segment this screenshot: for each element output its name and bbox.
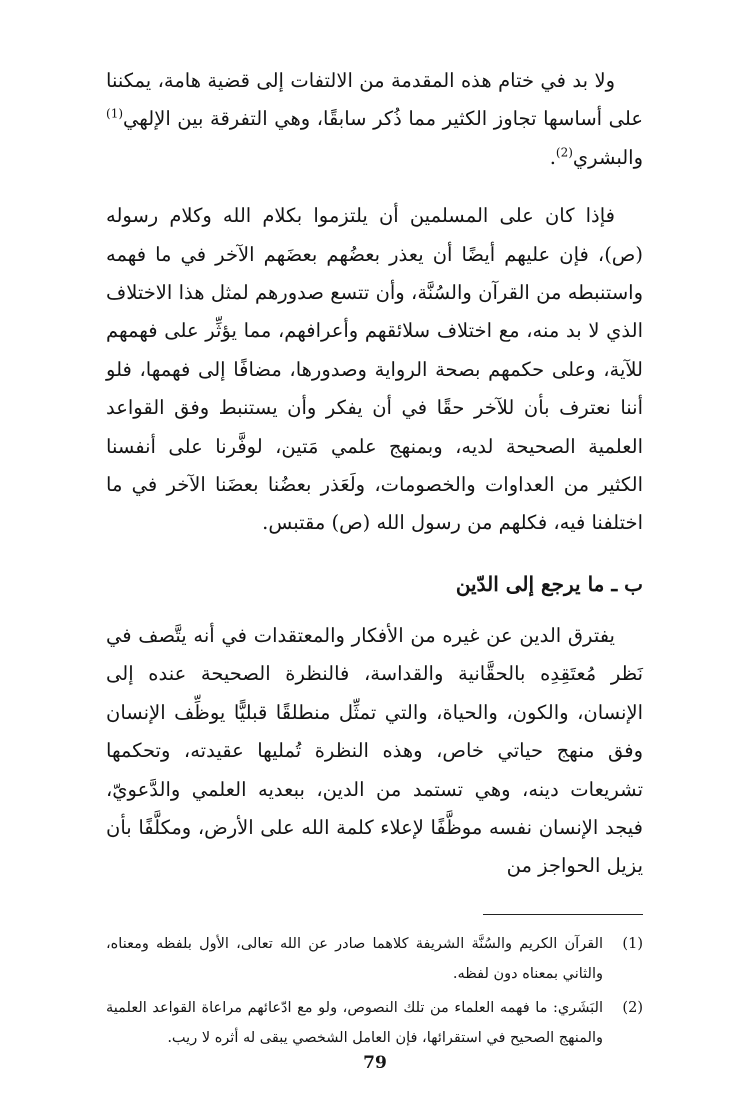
paragraph-tolerance (106, 197, 643, 543)
paragraph-intro-end: . (549, 145, 556, 169)
footnote-text: البَشَري: ما فهمه العلماء من تلك النصوص، ولو مع ادّعائهم مراعاة القواعد العلمية والمنهج الصحيح في استقرائها، فإن العامل الشخصي يبقى له أثره لا ريب. (106, 999, 603, 1046)
footnote-1 (106, 929, 643, 989)
paragraph-intro-mid: والبشري (572, 145, 643, 169)
paragraph-intro (106, 62, 643, 177)
page-content (106, 62, 643, 1057)
paragraph-religion (106, 617, 643, 886)
footnote-number: (2) (622, 999, 643, 1016)
footnote-text: القرآن الكريم والسُنَّة الشريفة كلاهما صادر عن الله تعالى، الأول بلفظه ومعناه، والثاني بمعناه دون لفظه. (106, 935, 603, 982)
section-heading: ب ـ ما يرجع إلى الدّين (455, 571, 643, 596)
footnote-ref-1[interactable]: (1) (106, 106, 124, 121)
footnote-2 (106, 993, 643, 1053)
footnote-divider (483, 914, 643, 915)
paragraph-intro-text: ولا بد في ختام هذه المقدمة من الالتفات إلى قضية هامة، يمكننا على أساسها تجاوز الكثير مما ذُكر سابقًا، وهي التفرقة بين الإلهي (106, 69, 643, 131)
footnote-ref-2[interactable]: (2) (555, 145, 573, 160)
paragraph-religion-text: يفترق الدين عن غيره من الأفكار والمعتقدات في أنه يتَّصف في نَظر مُعتَقِدِه بالحقَّانية والقداسة، فالنظرة الصحيحة عنده إلى الإنسان، والكون، والحياة، والتي تمثِّل منطلقًا قبليًّا يوظِّف الإنسان وفق منهج حياتي خاص، وهذه النظرة تُمليها عقيدته، وتحكمها تشريعات دينه، وهي تستمد من الدين، ببعديه العلمي والدَّعويّ، فيجد الإنسان نفسه موظَّفًا لإعلاء كلمة الله على الأرض، ومكلَّفًا بأن يزيل الحواجز من (106, 623, 643, 878)
page-number: 79 (363, 1053, 387, 1073)
paragraph-tolerance-text: فإذا كان على المسلمين أن يلتزموا بكلام الله وكلام رسوله (ص)، فإن عليهم أيضًا أن يعذر بعضُهم بعضَهم الآخر في ما فهمه واستنبطه من القرآن والسُنَّة، وأن تتسع صدورهم لمثل هذا الاختلاف الذي لا بد منه، مع اختلاف سلائقهم وأعرافهم، مما يؤثِّر على فهمهم للآية، وعلى حكمهم بصحة الرواية وصدورها، مضافًا إلى فهمها، فلو أننا نعترف بأن للآخر حقًا في أن يفكر وأن يستنبط وفق القواعد العلمية الصحيحة لديه، وبمنهج علمي مَتين، لوفَّرنا على أنفسنا الكثير من العداوات والخصومات، ولَعَذر بعضُنا بعضَنا الآخر في ما اختلفنا فيه، فكلهم من رسول الله (ص) مقتبس. (106, 204, 643, 535)
footnote-number: (1) (622, 935, 643, 952)
